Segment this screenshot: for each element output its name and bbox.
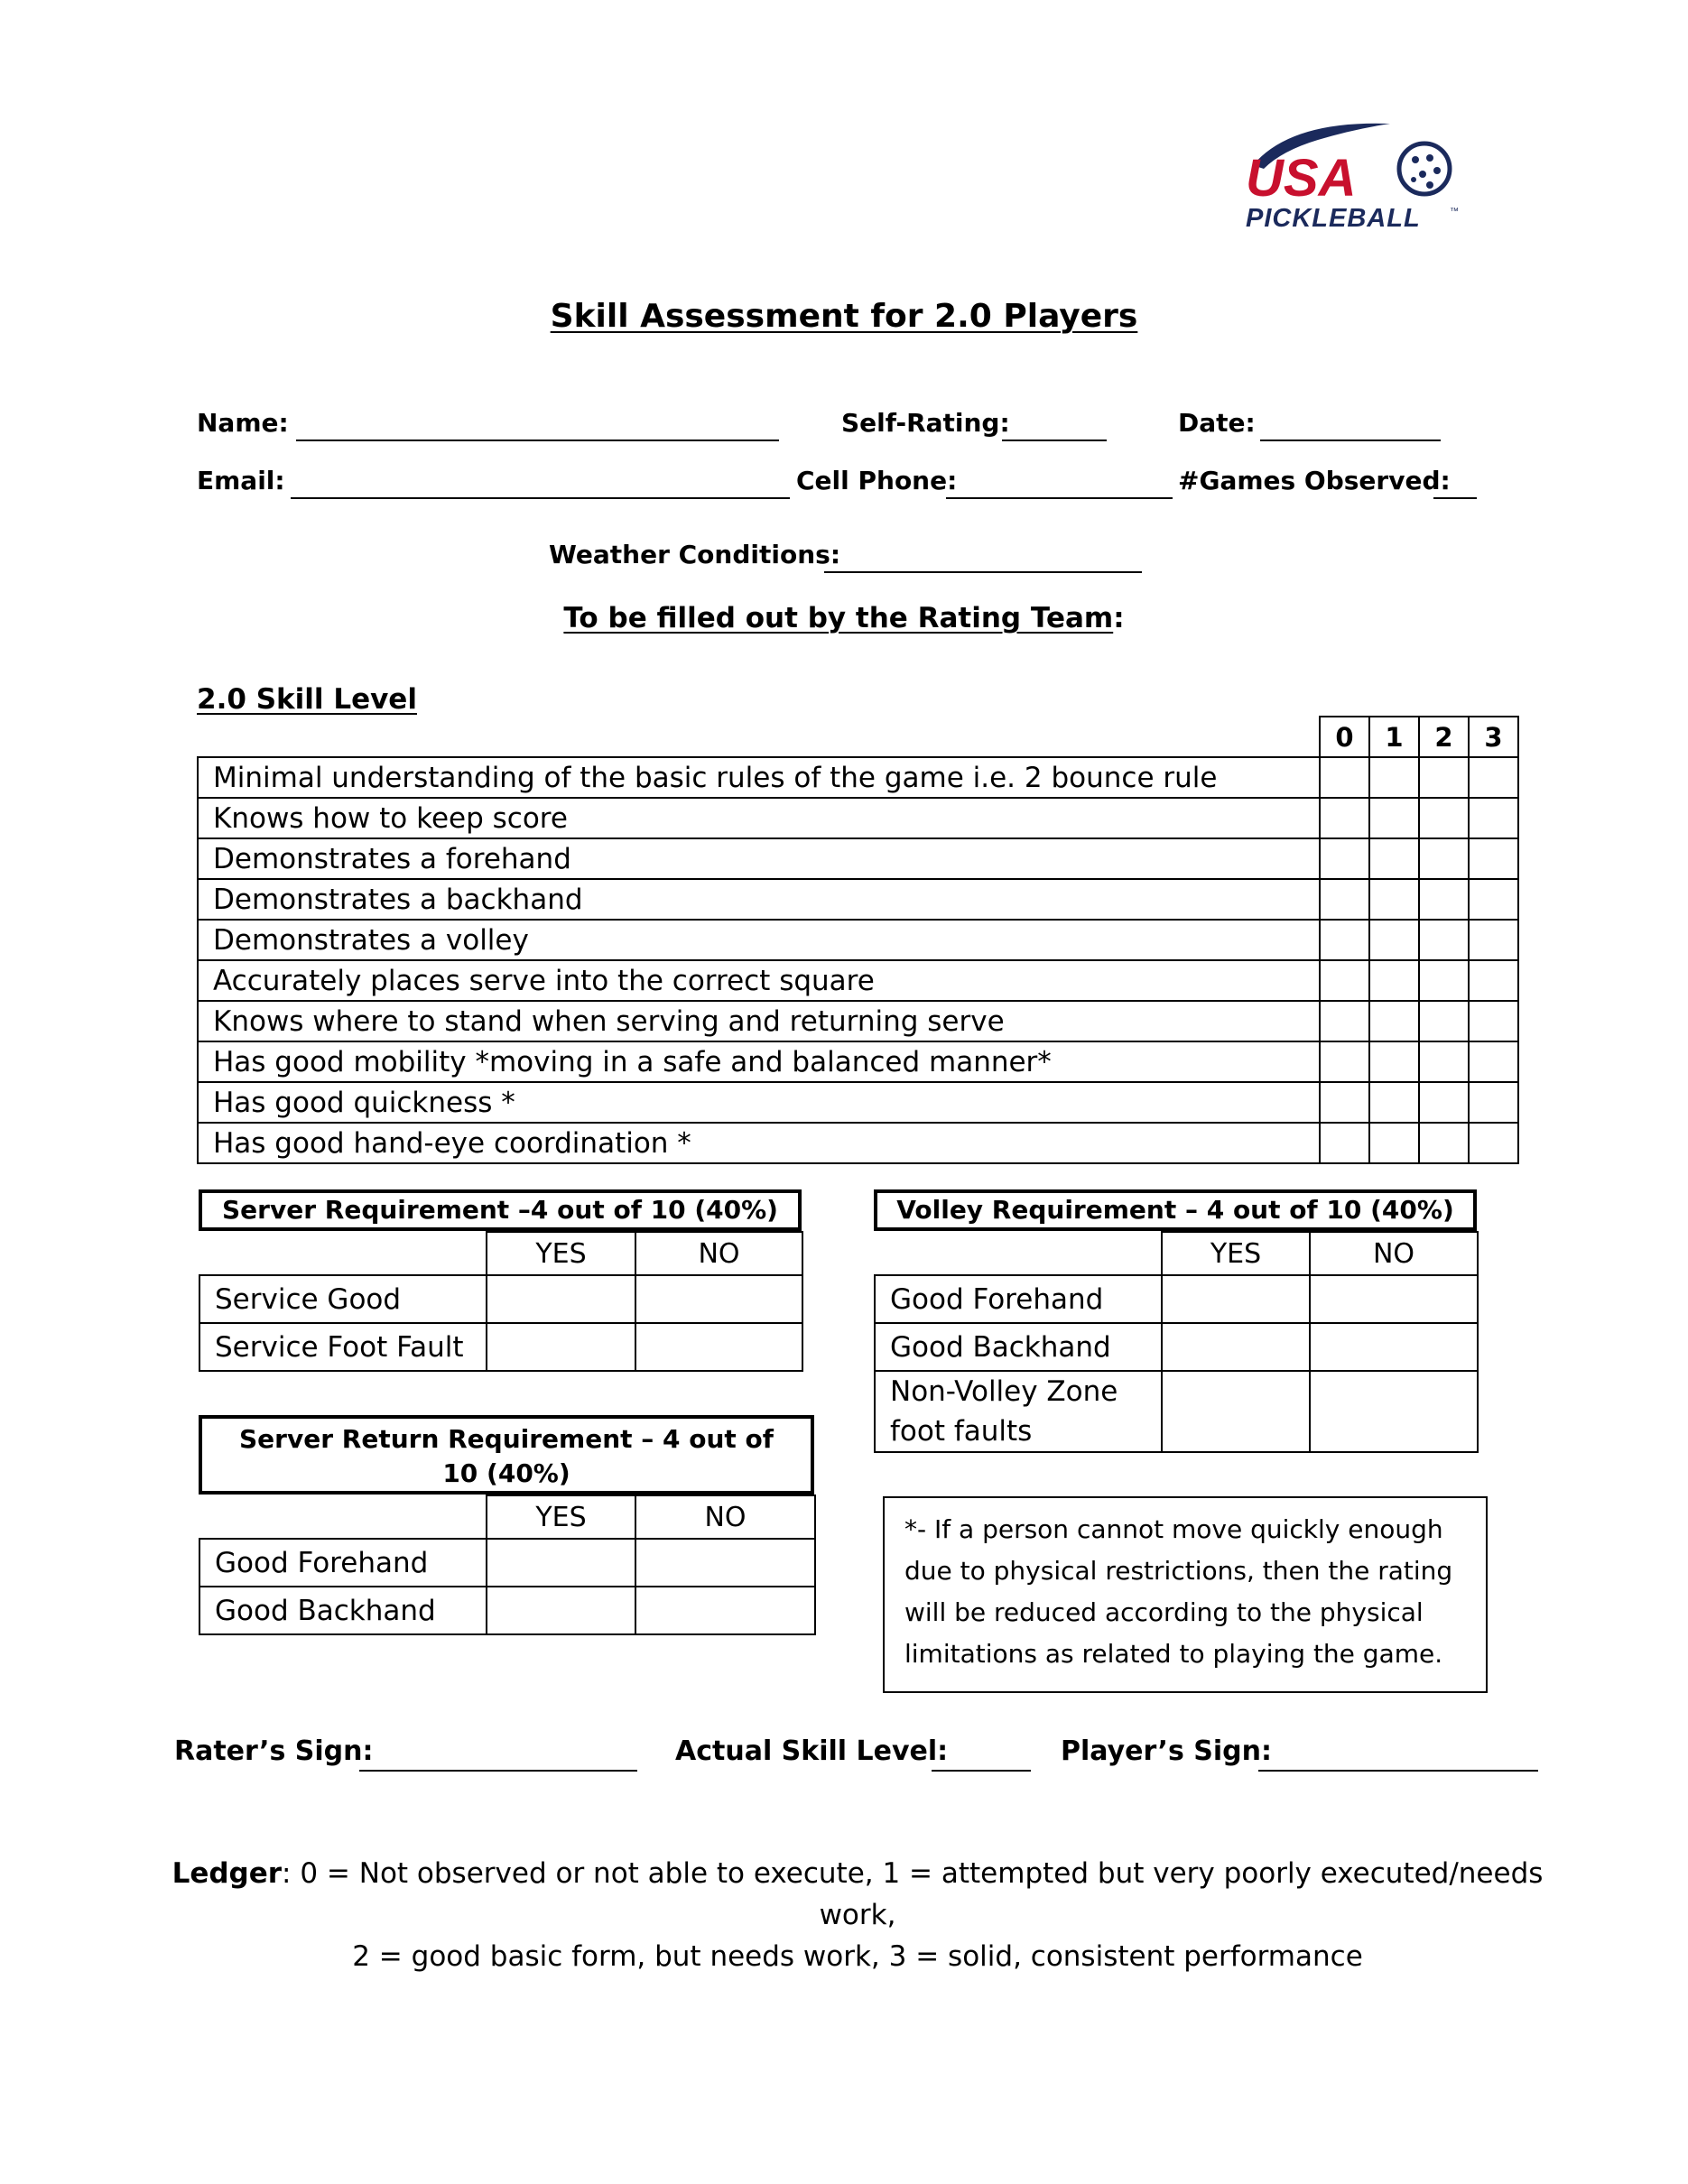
skill-row	[198, 757, 1518, 798]
date-field[interactable]	[1260, 440, 1441, 441]
score-cell-3[interactable]	[1469, 798, 1518, 838]
no-header: NO	[1310, 1232, 1478, 1275]
server-return-requirement-table	[199, 1495, 816, 1635]
score-cell-3[interactable]	[1469, 1001, 1518, 1041]
requirement-row	[875, 1323, 1478, 1371]
player-sign-field[interactable]	[1258, 1770, 1538, 1772]
score-cell-1[interactable]	[1369, 879, 1419, 920]
score-cell-0[interactable]	[1320, 838, 1369, 879]
skill-label: Minimal understanding of the basic rules of the game i.e. 2 bounce rule	[198, 757, 1320, 798]
email-field[interactable]	[291, 497, 790, 499]
score-cell-1[interactable]	[1369, 1001, 1419, 1041]
skill-row	[198, 1001, 1518, 1041]
logo-usa-text: USA	[1246, 149, 1357, 208]
weather-field[interactable]	[824, 571, 1142, 573]
logo-pickleball-text: PICKLEBALL	[1246, 204, 1421, 230]
requirement-row	[875, 1275, 1478, 1323]
yes-no-header-row	[199, 1232, 802, 1275]
score-cell-3[interactable]	[1469, 960, 1518, 1001]
yes-cell[interactable]	[1162, 1371, 1310, 1452]
volley-requirement-table	[874, 1231, 1479, 1453]
yes-header: YES	[1162, 1232, 1310, 1275]
skill-row	[198, 1082, 1518, 1123]
yes-no-header-row	[875, 1232, 1478, 1275]
skill-label: Knows how to keep score	[198, 798, 1320, 838]
requirement-label: Good Backhand	[875, 1323, 1162, 1371]
skill-row	[198, 798, 1518, 838]
score-cell-2[interactable]	[1419, 1082, 1469, 1123]
no-cell[interactable]	[635, 1539, 815, 1587]
yes-cell[interactable]	[1162, 1275, 1310, 1323]
blank-header-cell	[198, 717, 1320, 757]
skill-label: Has good hand-eye coordination *	[198, 1123, 1320, 1163]
score-header-0: 0	[1320, 717, 1369, 757]
score-cell-0[interactable]	[1320, 757, 1369, 798]
games-observed-field[interactable]	[1433, 497, 1477, 499]
skill-row	[198, 920, 1518, 960]
yes-cell[interactable]	[487, 1587, 635, 1634]
score-cell-2[interactable]	[1419, 838, 1469, 879]
skill-label: Demonstrates a backhand	[198, 879, 1320, 920]
no-cell[interactable]	[635, 1275, 802, 1323]
score-cell-3[interactable]	[1469, 920, 1518, 960]
requirement-label: Non-Volley Zone foot faults	[875, 1371, 1162, 1452]
requirement-row	[875, 1371, 1478, 1452]
cell-phone-label: Cell Phone:	[796, 466, 958, 495]
no-cell[interactable]	[1310, 1275, 1478, 1323]
skill-label: Has good quickness *	[198, 1082, 1320, 1123]
volley-requirement-title: Volley Requirement – 4 out of 10 (40%)	[874, 1189, 1477, 1231]
skill-row	[198, 960, 1518, 1001]
no-cell[interactable]	[1310, 1323, 1478, 1371]
score-cell-3[interactable]	[1469, 879, 1518, 920]
server-requirement-title: Server Requirement –4 out of 10 (40%)	[199, 1189, 802, 1231]
score-cell-1[interactable]	[1369, 1082, 1419, 1123]
skill-row	[198, 838, 1518, 879]
score-cell-1[interactable]	[1369, 798, 1419, 838]
no-header: NO	[635, 1232, 802, 1275]
requirement-row	[199, 1587, 815, 1634]
games-observed-label: #Games Observed:	[1178, 466, 1451, 495]
score-cell-1[interactable]	[1369, 1041, 1419, 1082]
logo-graphic	[1237, 113, 1471, 230]
skill-label: Has good mobility *moving in a safe and balanced manner*	[198, 1041, 1320, 1082]
skill-row	[198, 1041, 1518, 1082]
actual-skill-level-field[interactable]	[932, 1770, 1031, 1772]
ledger	[135, 1853, 1580, 1977]
requirement-label: Good Backhand	[199, 1587, 487, 1634]
score-header-2: 2	[1419, 717, 1469, 757]
rater-sign-field[interactable]	[359, 1770, 637, 1772]
score-cell-0[interactable]	[1320, 1082, 1369, 1123]
skill-row	[198, 1123, 1518, 1163]
score-cell-0[interactable]	[1320, 920, 1369, 960]
yes-cell[interactable]	[487, 1323, 635, 1371]
score-cell-3[interactable]	[1469, 757, 1518, 798]
yes-cell[interactable]	[487, 1539, 635, 1587]
name-label: Name:	[197, 408, 289, 438]
server-requirement-table	[199, 1231, 803, 1372]
no-cell[interactable]	[1310, 1371, 1478, 1452]
skill-table	[197, 716, 1519, 1164]
score-cell-3[interactable]	[1469, 1041, 1518, 1082]
rater-sign-label: Rater’s Sign:	[174, 1735, 374, 1767]
yes-no-header-row	[199, 1495, 815, 1539]
yes-header: YES	[487, 1495, 635, 1539]
no-cell[interactable]	[635, 1587, 815, 1634]
yes-cell[interactable]	[1162, 1323, 1310, 1371]
page-title: Skill Assessment for 2.0 Players	[550, 298, 1138, 335]
score-header-3: 3	[1469, 717, 1518, 757]
requirement-row	[199, 1275, 802, 1323]
rating-team-heading: To be filled out by the Rating Team:	[563, 602, 1125, 634]
requirement-label: Good Forehand	[199, 1539, 487, 1587]
score-cell-2[interactable]	[1419, 757, 1469, 798]
skill-level-heading: 2.0 Skill Level	[197, 683, 417, 716]
usa-pickleball-logo	[1237, 113, 1471, 230]
score-cell-1[interactable]	[1369, 920, 1419, 960]
player-sign-label: Player’s Sign:	[1061, 1735, 1272, 1767]
score-cell-2[interactable]	[1419, 1041, 1469, 1082]
score-cell-1[interactable]	[1369, 1123, 1419, 1163]
requirement-label: Service Good	[199, 1275, 487, 1323]
no-header: NO	[635, 1495, 815, 1539]
score-cell-0[interactable]	[1320, 1123, 1369, 1163]
self-rating-field[interactable]	[1002, 440, 1107, 441]
score-cell-1[interactable]	[1369, 960, 1419, 1001]
yes-header: YES	[487, 1232, 635, 1275]
skill-label: Accurately places serve into the correct square	[198, 960, 1320, 1001]
corner-cell	[875, 1232, 1162, 1275]
requirement-row	[199, 1323, 802, 1371]
score-cell-0[interactable]	[1320, 1041, 1369, 1082]
score-cell-0[interactable]	[1320, 798, 1369, 838]
ledger-line-2: 2 = good basic form, but needs work, 3 = solid, consistent performance	[352, 1940, 1363, 1973]
skill-label: Demonstrates a volley	[198, 920, 1320, 960]
skill-label: Demonstrates a forehand	[198, 838, 1320, 879]
requirement-label: Service Foot Fault	[199, 1323, 487, 1371]
score-cell-2[interactable]	[1419, 920, 1469, 960]
score-cell-0[interactable]	[1320, 879, 1369, 920]
score-cell-0[interactable]	[1320, 960, 1369, 1001]
email-label: Email:	[197, 466, 285, 495]
server-return-requirement-title: Server Return Requirement – 4 out of 10 (40%)	[199, 1415, 814, 1495]
score-cell-1[interactable]	[1369, 757, 1419, 798]
score-cell-2[interactable]	[1419, 1123, 1469, 1163]
score-cell-1[interactable]	[1369, 838, 1419, 879]
corner-cell	[199, 1232, 487, 1275]
physical-limitation-note: *- If a person cannot move quickly enough due to physical restrictions, then the rating will be reduced according to the physical limitations as related to playing the game.	[883, 1496, 1488, 1693]
weather-label: Weather Conditions:	[549, 540, 841, 569]
date-label: Date:	[1178, 408, 1256, 438]
score-cell-2[interactable]	[1419, 960, 1469, 1001]
cell-phone-field[interactable]	[946, 497, 1173, 499]
skill-row	[198, 879, 1518, 920]
requirement-row	[199, 1539, 815, 1587]
score-cell-3[interactable]	[1469, 1082, 1518, 1123]
yes-cell[interactable]	[487, 1275, 635, 1323]
score-cell-3[interactable]	[1469, 838, 1518, 879]
no-cell[interactable]	[635, 1323, 802, 1371]
corner-cell	[199, 1495, 487, 1539]
logo-trademark: ™	[1450, 207, 1459, 217]
score-cell-2[interactable]	[1419, 1001, 1469, 1041]
score-cell-0[interactable]	[1320, 1001, 1369, 1041]
score-cell-2[interactable]	[1419, 879, 1469, 920]
ledger-label: Ledger	[172, 1857, 283, 1890]
name-field[interactable]	[296, 440, 779, 441]
ledger-line-1: Ledger: 0 = Not observed or not able to execute, 1 = attempted but very poorly executed/needs work,	[172, 1857, 1544, 1931]
self-rating-label: Self-Rating:	[841, 408, 1010, 438]
score-cell-3[interactable]	[1469, 1123, 1518, 1163]
skill-label: Knows where to stand when serving and returning serve	[198, 1001, 1320, 1041]
score-header-row	[198, 717, 1518, 757]
actual-skill-level-label: Actual Skill Level:	[675, 1735, 949, 1767]
score-header-1: 1	[1369, 717, 1419, 757]
score-cell-2[interactable]	[1419, 798, 1469, 838]
requirement-label: Good Forehand	[875, 1275, 1162, 1323]
